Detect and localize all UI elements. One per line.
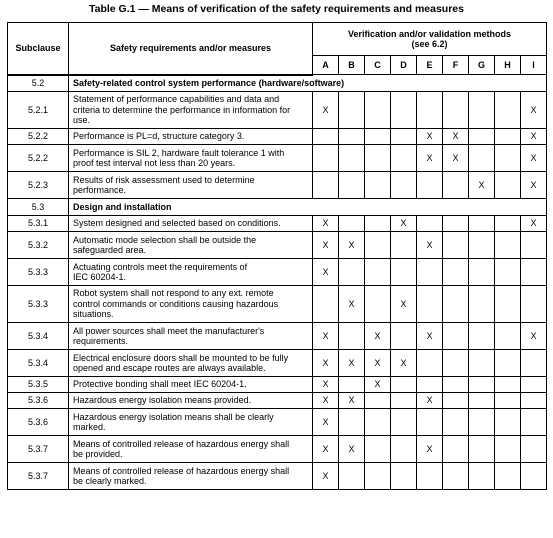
method-mark-c	[365, 436, 391, 463]
requirement-line: All power sources shall meet the manufacturer's	[73, 325, 265, 336]
method-mark-g	[469, 129, 495, 145]
method-mark-f	[443, 350, 469, 377]
method-mark-i	[521, 350, 547, 377]
requirement-line: Hazardous energy isolation means shall be clearly	[73, 411, 274, 422]
requirement-line: Robot system shall not respond to any ext. remote	[73, 288, 274, 299]
method-mark-d	[391, 393, 417, 409]
method-mark-e: X	[417, 393, 443, 409]
requirement-line: requirements.	[73, 336, 129, 346]
section-title: Design and installation	[69, 199, 547, 216]
method-mark-i	[521, 232, 547, 259]
method-mark-e: X	[417, 436, 443, 463]
requirement-line: IEC 60204-1.	[73, 272, 127, 282]
requirement-line: marked.	[73, 422, 106, 432]
method-mark-d: X	[391, 216, 417, 232]
method-mark-b	[339, 172, 365, 199]
method-mark-g	[469, 286, 495, 323]
section-row	[8, 75, 547, 92]
subclause-cell: 5.3.2	[8, 232, 69, 259]
method-mark-e	[417, 92, 443, 129]
method-mark-i: X	[521, 323, 547, 350]
method-mark-h	[495, 409, 521, 436]
method-mark-a: X	[313, 393, 339, 409]
method-mark-e	[417, 172, 443, 199]
method-mark-b	[339, 145, 365, 172]
method-mark-c	[365, 92, 391, 129]
method-mark-b: X	[339, 350, 365, 377]
subclause-cell: 5.3.5	[8, 377, 69, 393]
requirement-line: opened and escape routes are always available.	[73, 363, 266, 373]
method-mark-h	[495, 216, 521, 232]
subclause-cell: 5.3.7	[8, 436, 69, 463]
method-mark-g	[469, 232, 495, 259]
method-mark-e: X	[417, 145, 443, 172]
method-mark-b	[339, 409, 365, 436]
method-mark-f	[443, 216, 469, 232]
subclause-cell: 5.2.2	[8, 145, 69, 172]
method-mark-a: X	[313, 377, 339, 393]
method-mark-f	[443, 409, 469, 436]
method-mark-e	[417, 286, 443, 323]
method-mark-d	[391, 232, 417, 259]
method-header-a: A	[313, 56, 339, 75]
requirement-line: Performance is PL=d, structure category 3.	[73, 131, 245, 142]
method-mark-g	[469, 350, 495, 377]
requirement-line: Means of controlled release of hazardous energy shall	[73, 465, 290, 476]
requirement-cell	[69, 350, 313, 377]
method-mark-a	[313, 172, 339, 199]
requirement-line: Means of controlled release of hazardous energy shall	[73, 438, 290, 449]
method-mark-c	[365, 232, 391, 259]
table-row	[8, 350, 547, 377]
method-mark-d: X	[391, 286, 417, 323]
method-mark-f	[443, 377, 469, 393]
method-mark-g	[469, 436, 495, 463]
requirement-cell	[69, 129, 313, 145]
method-mark-a: X	[313, 463, 339, 490]
method-mark-b	[339, 216, 365, 232]
table-row	[8, 463, 547, 490]
method-header-d: D	[391, 56, 417, 75]
section-title: Safety-related control system performance (hardware/software)	[69, 75, 547, 92]
method-mark-a: X	[313, 436, 339, 463]
requirement-line: be clearly marked.	[73, 476, 147, 486]
requirement-line: Protective bonding shall meet IEC 60204-1.	[73, 379, 247, 390]
method-mark-b	[339, 323, 365, 350]
requirement-line: proof test interval not less than 20 years.	[73, 158, 236, 168]
method-mark-c	[365, 172, 391, 199]
method-mark-f: X	[443, 145, 469, 172]
table-row	[8, 323, 547, 350]
method-mark-h	[495, 350, 521, 377]
method-mark-f	[443, 436, 469, 463]
method-mark-h	[495, 436, 521, 463]
method-mark-c: X	[365, 323, 391, 350]
method-mark-a: X	[313, 216, 339, 232]
section-row	[8, 199, 547, 216]
method-mark-i	[521, 436, 547, 463]
section-subclause: 5.3	[8, 199, 69, 216]
method-mark-c	[365, 216, 391, 232]
method-mark-g	[469, 216, 495, 232]
requirement-cell	[69, 145, 313, 172]
requirement-cell	[69, 409, 313, 436]
method-mark-d: X	[391, 350, 417, 377]
method-mark-f	[443, 259, 469, 286]
method-mark-a: X	[313, 409, 339, 436]
method-mark-c	[365, 409, 391, 436]
method-mark-a	[313, 145, 339, 172]
method-mark-d	[391, 129, 417, 145]
requirement-cell	[69, 216, 313, 232]
method-mark-c	[365, 129, 391, 145]
method-mark-b	[339, 92, 365, 129]
table-row	[8, 232, 547, 259]
header-verification	[313, 23, 547, 56]
method-mark-d	[391, 436, 417, 463]
method-mark-f	[443, 393, 469, 409]
subclause-cell: 5.3.4	[8, 323, 69, 350]
requirement-line: performance.	[73, 185, 127, 195]
method-mark-a	[313, 286, 339, 323]
method-mark-d	[391, 259, 417, 286]
subclause-cell: 5.3.7	[8, 463, 69, 490]
requirement-line: Statement of performance capabilities and data and	[73, 94, 280, 105]
requirement-cell	[69, 172, 313, 199]
requirement-cell	[69, 377, 313, 393]
method-mark-f	[443, 232, 469, 259]
table-row	[8, 172, 547, 199]
method-mark-d	[391, 172, 417, 199]
method-mark-h	[495, 377, 521, 393]
method-mark-h	[495, 145, 521, 172]
requirement-line: be provided.	[73, 449, 123, 459]
method-mark-a: X	[313, 323, 339, 350]
method-mark-a: X	[313, 350, 339, 377]
method-mark-b	[339, 463, 365, 490]
method-mark-h	[495, 172, 521, 199]
method-mark-g: X	[469, 172, 495, 199]
table-row	[8, 129, 547, 145]
method-mark-i	[521, 463, 547, 490]
requirement-line: Electrical enclosure doors shall be mounted to be fully	[73, 352, 289, 363]
method-mark-b: X	[339, 393, 365, 409]
table-title: Table G.1 — Means of verification of the safety requirements and measures	[88, 3, 464, 15]
method-mark-f	[443, 172, 469, 199]
table-body	[8, 75, 547, 490]
header-requirements: Safety requirements and/or measures	[69, 23, 313, 75]
requirement-line: System designed and selected based on conditions.	[73, 218, 281, 229]
subclause-cell: 5.2.2	[8, 129, 69, 145]
method-mark-h	[495, 92, 521, 129]
requirement-line: use.	[73, 115, 91, 126]
method-mark-e: X	[417, 129, 443, 145]
method-header-f: F	[443, 56, 469, 75]
method-mark-h	[495, 323, 521, 350]
method-mark-h	[495, 259, 521, 286]
requirement-cell	[69, 463, 313, 490]
method-mark-b: X	[339, 232, 365, 259]
requirement-line: Actuating controls meet the requirements of	[73, 261, 248, 272]
method-mark-g	[469, 323, 495, 350]
method-mark-e	[417, 463, 443, 490]
method-mark-c	[365, 286, 391, 323]
method-mark-d	[391, 377, 417, 393]
method-mark-d	[391, 323, 417, 350]
method-mark-b	[339, 259, 365, 286]
method-mark-i: X	[521, 172, 547, 199]
method-mark-i: X	[521, 129, 547, 145]
method-mark-g	[469, 463, 495, 490]
requirement-line: Automatic mode selection shall be outside the	[73, 234, 257, 245]
header-subclause: Subclause	[8, 23, 69, 75]
method-mark-i	[521, 377, 547, 393]
method-mark-e: X	[417, 323, 443, 350]
requirement-line: Hazardous energy isolation means provided.	[73, 395, 252, 406]
method-mark-h	[495, 286, 521, 323]
table-row	[8, 286, 547, 323]
method-header-e: E	[417, 56, 443, 75]
method-mark-e: X	[417, 232, 443, 259]
section-subclause: 5.2	[8, 75, 69, 92]
method-mark-h	[495, 129, 521, 145]
method-mark-i: X	[521, 92, 547, 129]
header-verification-line2: (see 6.2)	[411, 39, 448, 49]
header-row	[8, 23, 547, 56]
method-mark-c	[365, 463, 391, 490]
method-mark-d	[391, 409, 417, 436]
method-mark-f	[443, 92, 469, 129]
method-mark-e	[417, 377, 443, 393]
method-mark-a: X	[313, 232, 339, 259]
subclause-cell: 5.2.1	[8, 92, 69, 129]
method-mark-g	[469, 92, 495, 129]
method-mark-e	[417, 216, 443, 232]
method-header-h: H	[495, 56, 521, 75]
subclause-cell: 5.2.3	[8, 172, 69, 199]
requirement-cell	[69, 436, 313, 463]
method-mark-g	[469, 259, 495, 286]
method-mark-b: X	[339, 436, 365, 463]
method-mark-a: X	[313, 92, 339, 129]
method-mark-c	[365, 145, 391, 172]
requirement-cell	[69, 323, 313, 350]
subclause-cell: 5.3.4	[8, 350, 69, 377]
requirement-cell	[69, 286, 313, 323]
method-mark-c: X	[365, 377, 391, 393]
method-mark-g	[469, 393, 495, 409]
requirement-cell	[69, 259, 313, 286]
method-mark-g	[469, 145, 495, 172]
subclause-cell: 5.3.6	[8, 393, 69, 409]
method-mark-i	[521, 393, 547, 409]
method-mark-i	[521, 409, 547, 436]
method-mark-e	[417, 259, 443, 286]
method-mark-c	[365, 393, 391, 409]
method-header-g: G	[469, 56, 495, 75]
table-row	[8, 393, 547, 409]
method-header-c: C	[365, 56, 391, 75]
method-mark-h	[495, 232, 521, 259]
method-mark-i: X	[521, 145, 547, 172]
subclause-cell: 5.3.6	[8, 409, 69, 436]
method-mark-i: X	[521, 216, 547, 232]
subclause-cell: 5.3.1	[8, 216, 69, 232]
method-header-b: B	[339, 56, 365, 75]
method-mark-e	[417, 350, 443, 377]
method-mark-d	[391, 92, 417, 129]
method-mark-f	[443, 463, 469, 490]
subclause-cell: 5.3.3	[8, 286, 69, 323]
verification-table	[7, 22, 547, 490]
requirement-line: situations.	[73, 309, 114, 320]
method-mark-h	[495, 393, 521, 409]
requirement-cell	[69, 232, 313, 259]
method-mark-d	[391, 463, 417, 490]
table-row	[8, 409, 547, 436]
method-mark-a	[313, 129, 339, 145]
method-mark-h	[495, 463, 521, 490]
requirement-line: criteria to determine the performance in information for	[73, 104, 291, 115]
requirement-line: Results of risk assessment used to determine	[73, 174, 255, 185]
method-mark-b	[339, 129, 365, 145]
requirement-line: safeguarded area.	[73, 245, 147, 255]
requirement-cell	[69, 393, 313, 409]
method-mark-f	[443, 323, 469, 350]
method-header-i: I	[521, 56, 547, 75]
requirement-line: Performance is SIL 2, hardware fault tolerance 1 with	[73, 147, 285, 158]
method-mark-f	[443, 286, 469, 323]
header-verification-line1: Verification and/or validation methods	[348, 28, 512, 39]
subclause-cell: 5.3.3	[8, 259, 69, 286]
table-row	[8, 145, 547, 172]
method-mark-c: X	[365, 350, 391, 377]
method-mark-f: X	[443, 129, 469, 145]
method-mark-c	[365, 259, 391, 286]
method-mark-b: X	[339, 286, 365, 323]
method-mark-i	[521, 259, 547, 286]
method-mark-a: X	[313, 259, 339, 286]
method-mark-i	[521, 286, 547, 323]
method-mark-d	[391, 145, 417, 172]
requirement-cell	[69, 92, 313, 129]
method-mark-b	[339, 377, 365, 393]
table-row	[8, 436, 547, 463]
method-mark-e	[417, 409, 443, 436]
table-row	[8, 377, 547, 393]
requirement-line: control commands or conditions causing hazardous	[73, 298, 279, 309]
method-mark-g	[469, 377, 495, 393]
table-row	[8, 216, 547, 232]
table-row	[8, 92, 547, 129]
table-row	[8, 259, 547, 286]
method-mark-g	[469, 409, 495, 436]
